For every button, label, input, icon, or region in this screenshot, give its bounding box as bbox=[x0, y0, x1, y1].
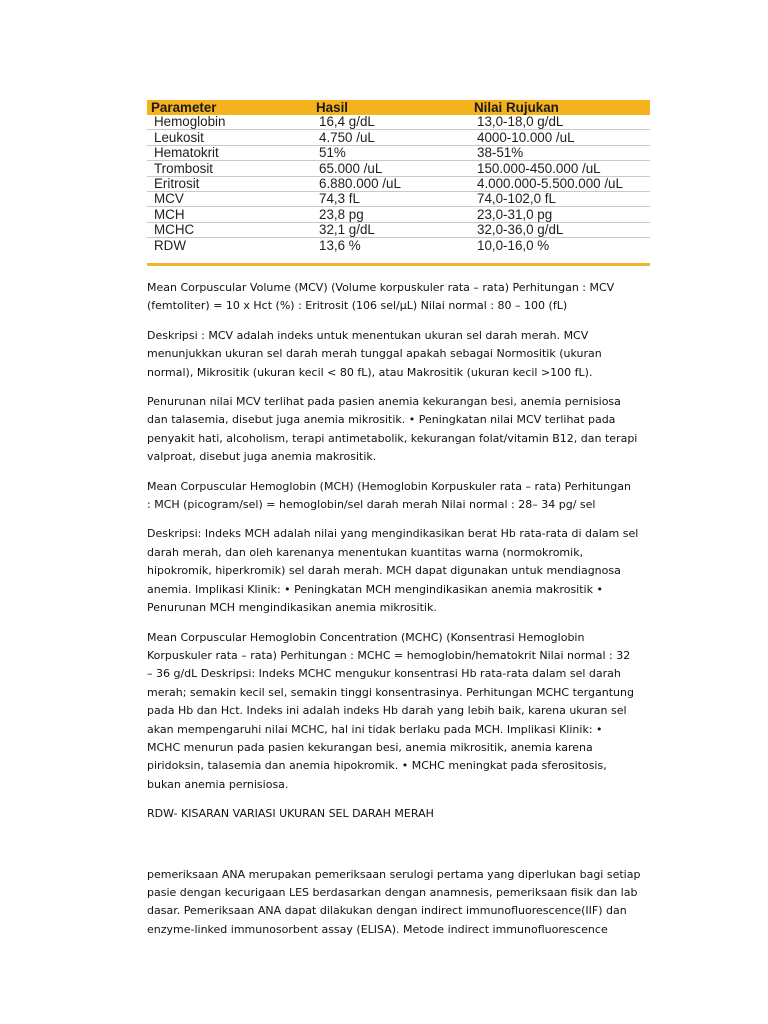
cell-parameter: Leukosit bbox=[147, 130, 312, 145]
paragraph-mch-formula: Mean Corpuscular Hemoglobin (MCH) (Hemoglobin Korpuskuler rata – rata) Perhitungan : MCH (picogram/sel) = hemoglobin/sel darah merah Nilai normal : 28– 34 pg/ sel bbox=[147, 479, 631, 512]
table-row bbox=[147, 130, 650, 145]
cell-parameter: MCH bbox=[147, 207, 312, 222]
cell-hasil: 74,3 fL bbox=[312, 191, 470, 206]
cell-nilai-rujukan: 32,0-36,0 g/dL bbox=[470, 222, 650, 237]
cell-hasil: 16,4 g/dL bbox=[312, 115, 470, 130]
cell-nilai-rujukan: 150.000-450.000 /uL bbox=[470, 161, 650, 176]
cell-nilai-rujukan: 13,0-18,0 g/dL bbox=[470, 115, 650, 130]
table-bottom-rule bbox=[147, 263, 650, 266]
header-parameter: Parameter bbox=[147, 100, 312, 115]
cell-parameter: Hemoglobin bbox=[147, 115, 312, 130]
table-row bbox=[147, 145, 650, 160]
paragraph-ana: pemeriksaan ANA merupakan pemeriksaan serulogi pertama yang diperlukan bagi setiap pasie dengan kecurigaan LES berdasarkan dengan anamnesis, pemeriksaan fisik dan lab dasar. Pemeriksaan ANA dapat dilakukan dengan indirect immunofluorescence(IIF) dan enzyme-linked immunosorbent assay (ELISA). Metode indirect immunofluorescence bbox=[147, 867, 641, 936]
table-row bbox=[147, 207, 650, 222]
cell-hasil: 65.000 /uL bbox=[312, 161, 470, 176]
table-row bbox=[147, 238, 650, 253]
table-row bbox=[147, 115, 650, 130]
cell-nilai-rujukan: 38-51% bbox=[470, 145, 650, 160]
cell-hasil: 51% bbox=[312, 145, 470, 160]
table-row bbox=[147, 222, 650, 237]
cell-hasil: 13,6 % bbox=[319, 237, 361, 253]
cell-nilai-rujukan: 74,0-102,0 fL bbox=[470, 191, 650, 206]
cell-parameter: Trombosit bbox=[147, 161, 312, 176]
cell-nilai-rujukan: 4000-10.000 /uL bbox=[470, 130, 650, 145]
cell-parameter: RDW bbox=[154, 237, 186, 253]
cell-hasil: 23,8 pg bbox=[312, 207, 470, 222]
paragraph-mch-description: Deskripsi: Indeks MCH adalah nilai yang mengindikasikan berat Hb rata-rata di dalam sel darah merah, dan oleh karenanya menentukan kuantitas warna (normokromik, hipokromik, hiperkromik) sel darah merah. MCH dapat digunakan untuk mendiagnosa anemia. Implikasi Klinik: • Peningkatan MCH mengindikasikan anemia makrositik • Penurunan MCH mengindikasikan anemia mikrositik. bbox=[147, 527, 639, 615]
cell-hasil: 6.880.000 /uL bbox=[312, 176, 470, 191]
paragraph-mcv-clinical: Penurunan nilai MCV terlihat pada pasien anemia kekurangan besi, anemia pernisiosa dan talasemia, disebut juga anemia mikrositik. • Peningkatan nilai MCV terlihat pada penyakit hati, alcoholism, terapi antimetabolik, kekurangan folat/vitamin B12, dan terapi valproat, disebut juga anemia makrositik. bbox=[147, 395, 638, 464]
paragraph-mcv-formula: Mean Corpuscular Volume (MCV) (Volume korpuskuler rata – rata) Perhitungan : MCV (femtoliter) = 10 x Hct (%) : Eritrosit (106 sel/µL) Nilai normal : 80 – 100 (fL) bbox=[147, 281, 615, 313]
cell-parameter: MCHC bbox=[147, 222, 312, 237]
lab-results-table bbox=[147, 100, 650, 253]
paragraph-mchc: Mean Corpuscular Hemoglobin Concentration (MCHC) (Konsentrasi Hemoglobin Korpuskuler rata – rata) Perhitungan : MCHC = hemoglobin/hematokrit Nilai normal : 32 – 36 g/dL Deskripsi: Indeks MCHC mengukur konsentrasi Hb rata-rata dalam sel darah merah; semakin kecil sel, semakin tinggi konsentrasinya. Perhitungan MCHC tergantung pada Hb dan Hct. Indeks ini adalah indeks Hb darah yang lebih baik, karena ukuran sel akan mempengaruhi nilai MCHC, hal ini tidak berlaku pada MCH. Implikasi Klinik: • MCHC menurun pada pasien kekurangan besi, anemia mikrositik, anemia karena piridoksin, talasemia dan anemia hipokromik. • MCHC meningkat pada sferositosis, bukan anemia pernisiosa. bbox=[147, 630, 634, 791]
cell-nilai-rujukan: 10,0-16,0 % bbox=[477, 237, 550, 253]
cell-nilai-rujukan: 23,0-31,0 pg bbox=[470, 207, 650, 222]
document-body bbox=[147, 279, 667, 950]
cell-hasil: 4.750 /uL bbox=[312, 130, 470, 145]
table-row bbox=[147, 191, 650, 206]
section-heading-rdw: RDW- KISARAN VARIASI UKURAN SEL DARAH MERAH bbox=[147, 807, 434, 821]
cell-hasil: 32,1 g/dL bbox=[312, 222, 470, 237]
header-nilai-rujukan: Nilai Rujukan bbox=[470, 100, 650, 115]
cell-parameter: Hematokrit bbox=[147, 145, 312, 160]
cell-nilai-rujukan: 4.000.000-5.500.000 /uL bbox=[470, 176, 650, 191]
cell-parameter: MCV bbox=[147, 191, 312, 206]
table-header-row bbox=[147, 100, 650, 115]
table-row bbox=[147, 161, 650, 176]
header-hasil: Hasil bbox=[312, 100, 470, 115]
cell-parameter: Eritrosit bbox=[147, 176, 312, 191]
paragraph-mcv-description: Deskripsi : MCV adalah indeks untuk menentukan ukuran sel darah merah. MCV menunjukkan ukuran sel darah merah tunggal apakah sebagai Normositik (ukuran normal), Mikrositik (ukuran kecil < 80 fL), atau Makrositik (ukuran kecil >100 fL). bbox=[147, 328, 602, 379]
table-row bbox=[147, 176, 650, 191]
